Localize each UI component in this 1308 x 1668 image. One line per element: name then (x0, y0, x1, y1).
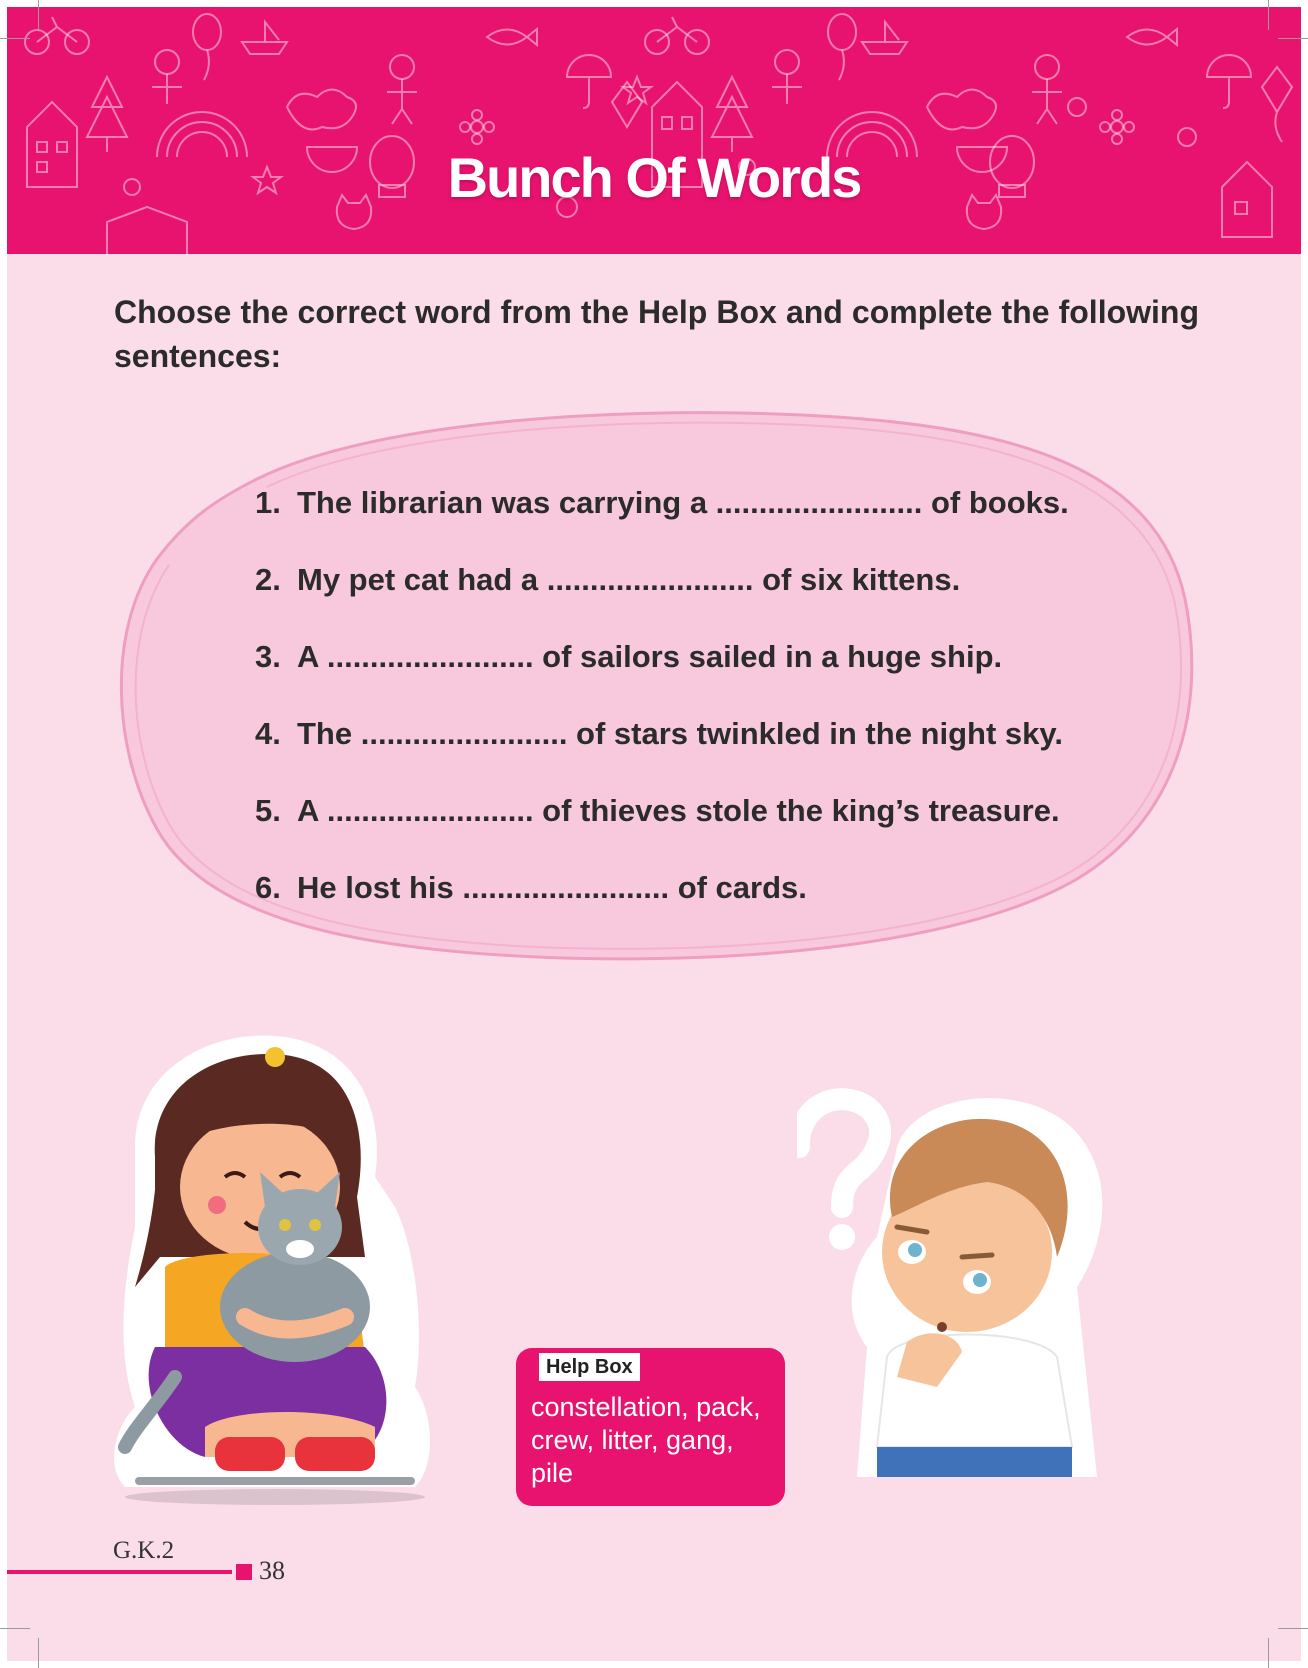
question-number: 3. (255, 639, 281, 674)
question-text: The ........................ of stars twinkled in the night sky. (297, 716, 1063, 751)
question-mark-icon (799, 1099, 880, 1250)
crop-mark (38, 1638, 39, 1668)
girl-with-cat-illustration (95, 1027, 455, 1507)
question-text: The librarian was carrying a ........................ of books. (297, 485, 1069, 520)
page-number: 38 (259, 1556, 285, 1585)
question-number: 4. (255, 716, 281, 751)
question-number: 6. (255, 870, 281, 905)
title-banner (7, 7, 1301, 254)
question-number: 2. (255, 562, 281, 597)
thinking-boy-illustration (797, 1087, 1127, 1477)
crop-mark (1278, 1628, 1308, 1629)
crop-mark (0, 1628, 30, 1629)
crop-mark (0, 38, 30, 39)
crop-mark (1268, 1638, 1269, 1668)
question-item (255, 560, 1115, 637)
question-item (255, 483, 1115, 560)
question-text: A ........................ of thieves stole the king’s treasure. (297, 793, 1060, 828)
page-title: Bunch Of Words (447, 146, 861, 209)
question-text: He lost his ........................ of cards. (297, 870, 807, 905)
question-number: 1. (255, 485, 281, 520)
question-text: A ........................ of sailors sailed in a huge ship. (297, 639, 1003, 674)
question-item (255, 637, 1115, 714)
help-box (516, 1348, 785, 1506)
help-box-words: constellation, pack, crew, litter, gang, pile (531, 1392, 761, 1488)
footer-square-marker (236, 1564, 252, 1580)
crop-mark (38, 0, 39, 30)
questions-list (255, 483, 1115, 945)
workbook-page (7, 7, 1301, 1661)
crop-mark (1278, 38, 1308, 39)
crop-mark (1268, 0, 1269, 30)
question-item (255, 868, 1115, 945)
question-text: My pet cat had a ........................ of six kittens. (297, 562, 961, 597)
question-item (255, 714, 1115, 791)
instruction-text: Choose the correct word from the Help Box and complete the following sentences: (114, 294, 1199, 374)
question-item (255, 791, 1115, 868)
footer-rule (7, 1570, 232, 1574)
doodle-pattern (7, 7, 1301, 254)
help-box-title: Help Box (539, 1353, 640, 1381)
book-code: G.K.2 (113, 1537, 175, 1564)
question-number: 5. (255, 793, 281, 828)
